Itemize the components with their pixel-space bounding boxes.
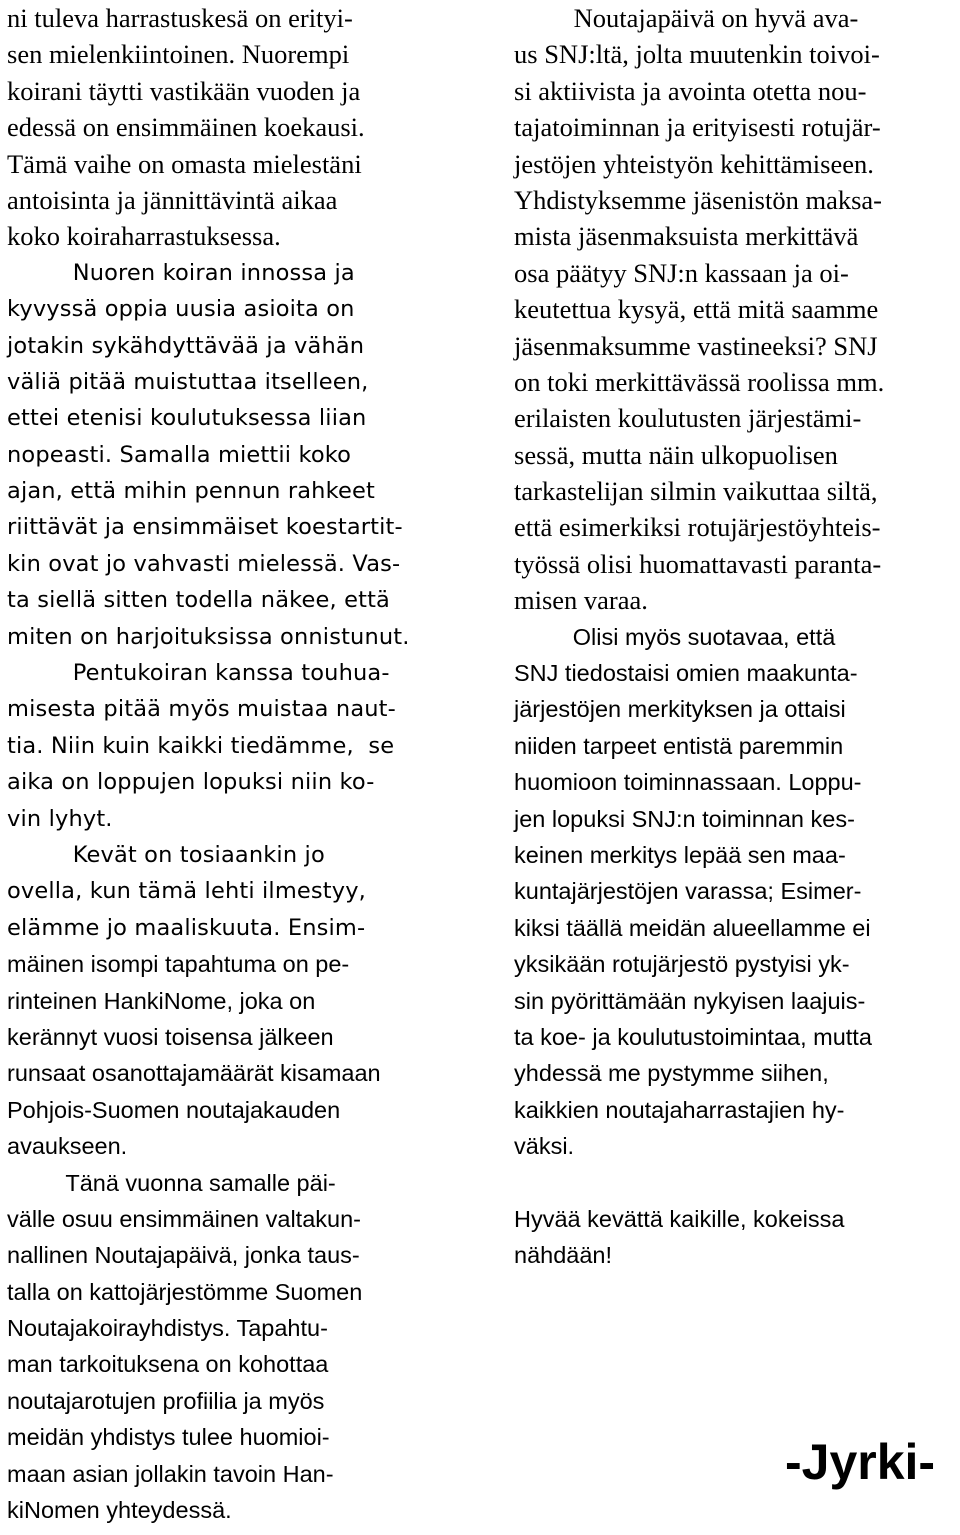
text-line: edessä on ensimmäinen koekausi. [7, 112, 365, 143]
text-line: koko koiraharrastuksessa. [7, 221, 281, 252]
text-line: runsaat osanottajamäärät kisamaan [7, 1060, 381, 1087]
text-line: Tämä vaihe on omasta mielestäni [7, 148, 362, 179]
text-line: erilaisten koulutusten järjestämi- [514, 403, 862, 434]
text-line: sin pyörittämään nykyisen laajuis- [514, 987, 866, 1014]
text-line: Olisi myös suotavaa, että [514, 623, 836, 650]
text-line: keutettua kysyä, että mitä saamme [514, 294, 879, 325]
text-line: jen lopuksi SNJ:n toiminnan kes- [514, 805, 855, 832]
text-line: maan asian jollakin tavoin Han- [7, 1460, 334, 1487]
text-line: jäsenmaksumme vastineeksi? SNJ [514, 330, 878, 361]
text-line: misen varaa. [514, 585, 648, 616]
text-line: huomioon toiminnassaan. Loppu- [514, 769, 862, 796]
text-line: kaikkien noutajaharrastajien hy- [514, 1096, 845, 1123]
text-line: yksikään rotujärjestö pystyisi yk- [514, 951, 850, 978]
text-line: Hyvää kevättä kaikille, kokeissa [514, 1205, 845, 1232]
text-line: ovella, kun tämä lehti ilmestyy, [7, 878, 366, 905]
text-line: keinen merkitys lepää sen maa- [514, 841, 846, 868]
text-line: järjestöjen merkityksen ja ottaisi [514, 696, 846, 723]
text-line: Kevät on tosiaankin jo [7, 841, 325, 868]
text-line: ajan, että mihin pennun rahkeet [7, 478, 375, 505]
text-line: kiNomen yhteydessä. [7, 1497, 232, 1524]
text-line: vin lyhyt. [7, 805, 113, 832]
text-line: nopeasti. Samalla miettii koko [7, 441, 352, 468]
text-line: on toki merkittävässä roolissa mm. [514, 366, 885, 397]
text-line: koirani täytti vastikään vuoden ja [7, 75, 361, 106]
text-line: Pohjois-Suomen noutajakauden [7, 1096, 341, 1123]
text-line: sen mielenkiintoinen. Nuorempi [7, 39, 350, 70]
text-line: ettei etenisi koulutuksessa liian [7, 405, 367, 432]
text-line: kyvyssä oppia uusia asioita on [7, 296, 355, 323]
text-line: kuntajärjestöjen varassa; Esimer- [514, 878, 862, 905]
text-line: ta koe- ja koulutustoimintaa, mutta [514, 1023, 872, 1050]
text-line: väliä pitää muistuttaa itselleen, [7, 368, 369, 395]
text-line: jestöjen yhteistyön kehittämiseen. [514, 148, 874, 179]
text-line: talla on kattojärjestömme Suomen [7, 1278, 363, 1305]
text-line: nallinen Noutajapäivä, jonka taus- [7, 1242, 360, 1269]
text-line: välle osuu ensimmäinen valtakun- [7, 1205, 361, 1232]
text-line: us SNJ:ltä, jolta muutenkin toivoi- [514, 39, 880, 70]
left-text-column [7, 0, 455, 1528]
text-line: tia. Niin kuin kaikki tiedämme, se [7, 732, 395, 759]
text-line [514, 1165, 960, 1201]
text-line: Nuoren koiran innossa ja [7, 259, 355, 286]
text-line: sessä, mutta näin ulkopuolisen [514, 439, 838, 470]
text-line: SNJ tiedostaisi omien maakunta- [514, 660, 858, 687]
text-line: antoisinta ja jännittävintä aikaa [7, 184, 338, 215]
right-text-column [514, 0, 960, 1274]
text-line: tajatoiminnan ja erityisesti rotujär- [514, 112, 881, 143]
text-line: jotakin sykähdyttävää ja vähän [7, 332, 365, 359]
text-line: kiksi täällä meidän alueellamme ei [514, 914, 871, 941]
text-line: väksi. [514, 1133, 575, 1160]
text-line: avaukseen. [7, 1133, 128, 1160]
author-signature: -Jyrki- [785, 1434, 936, 1490]
text-line: miten on harjoituksissa onnistunut. [7, 623, 410, 650]
text-line: että esimerkiksi rotujärjestöyhteis- [514, 512, 881, 543]
text-line: si aktiivista ja avointa otetta nou- [514, 75, 867, 106]
text-line: mäinen isompi tapahtuma on pe- [7, 951, 350, 978]
text-line: Noutajapäivä on hyvä ava- [514, 3, 859, 33]
text-line: meidän yhdistys tulee huomioi- [7, 1424, 330, 1451]
text-line: Noutajakoirayhdistys. Tapahtu- [7, 1315, 328, 1342]
text-line: ni tuleva harrastuskesä on erityi- [7, 3, 353, 33]
text-line: Pentukoiran kanssa touhua- [7, 660, 390, 687]
text-line: niiden tarpeet entistä paremmin [514, 732, 844, 759]
text-line: kerännyt vuosi toisensa jälkeen [7, 1023, 334, 1050]
text-line: misesta pitää myös muistaa naut- [7, 696, 396, 723]
text-line: työssä olisi huomattavasti paranta- [514, 548, 882, 579]
text-line: Tänä vuonna samalle päi- [7, 1169, 336, 1196]
text-line: noutajarotujen profiilia ja myös [7, 1387, 325, 1414]
text-line: rinteinen HankiNome, joka on [7, 987, 316, 1014]
text-line: Yhdistyksemme jäsenistön maksa- [514, 184, 882, 215]
text-line: tarkastelijan silmin vaikuttaa siltä, [514, 476, 878, 507]
text-line: nähdään! [514, 1242, 613, 1269]
text-line: kin ovat jo vahvasti mielessä. Vas- [7, 550, 401, 577]
text-line: man tarkoituksena on kohottaa [7, 1351, 329, 1378]
text-line: riittävät ja ensimmäiset koestartit- [7, 514, 403, 541]
text-line: yhdessä me pystymme siihen, [514, 1060, 829, 1087]
text-line: elämme jo maaliskuuta. Ensim- [7, 914, 366, 941]
text-line: aika on loppujen lopuksi niin ko- [7, 769, 375, 796]
text-line: mista jäsenmaksuista merkittävä [514, 221, 859, 252]
text-line: ta siellä sitten todella näkee, että [7, 587, 390, 614]
text-line: osa päätyy SNJ:n kassaan ja oi- [514, 257, 849, 288]
